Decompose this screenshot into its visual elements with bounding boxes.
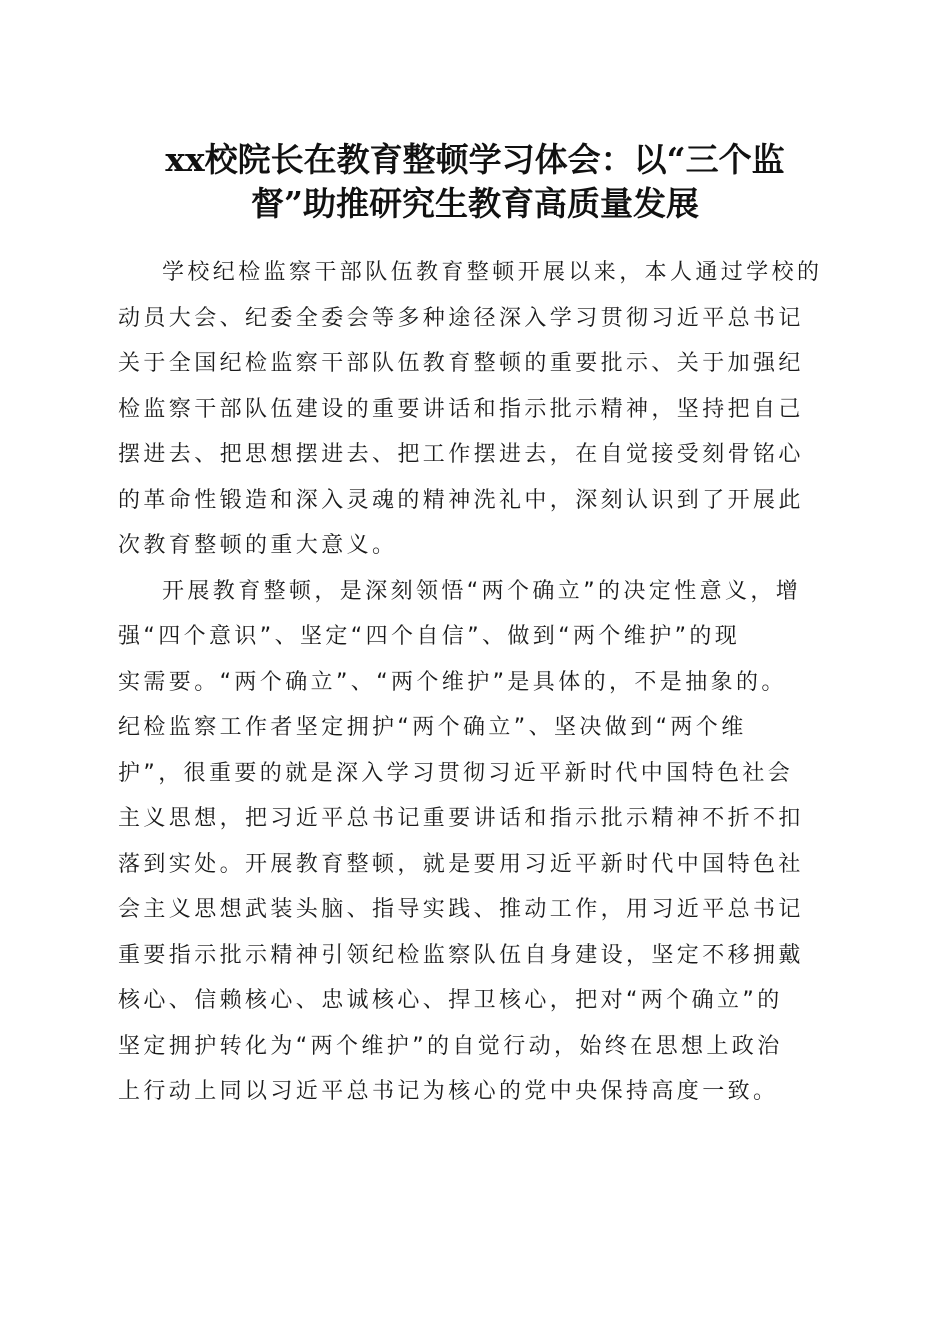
paragraph-line: 上行动上同以习近平总书记为核心的党中央保持高度一致。	[118, 1079, 779, 1104]
paragraph-line: 检监察干部队伍建设的重要讲话和指示批示精神，坚持把自己	[118, 396, 804, 422]
paragraph-line: 实需要。“两个确立”、“两个维护”是具体的，不是抽象的。	[118, 669, 787, 695]
paragraph-line: 学校纪检监察干部队伍教育整顿开展以来，本人通过学校的	[162, 260, 823, 285]
paragraph-line: 纪检监察工作者坚定拥护“两个确立”、坚决做到“两个维	[118, 715, 747, 740]
paragraph-1	[118, 250, 838, 569]
paragraph-line: 坚定拥护转化为“两个维护”的自觉行动，始终在思想上政治	[118, 1033, 783, 1059]
paragraph-line: 的革命性锻造和深入灵魂的精神洗礼中，深刻认识到了开展此	[118, 487, 804, 513]
paragraph-line: 次教育整顿的重大意义。	[118, 533, 398, 558]
title-line: xx校院长在教育整顿学习体会：以“三个监	[165, 140, 785, 179]
paragraph-line: 核心、信赖核心、忠诚核心、捍卫核心，把对“两个确立”的	[118, 988, 783, 1013]
paragraph-line: 重要指示批示精神引领纪检监察队伍自身建设，坚定不移拥戴	[118, 942, 804, 968]
document-title	[100, 138, 850, 226]
paragraph-line: 动员大会、纪委全委会等多种途径深入学习贯彻习近平总书记	[118, 305, 804, 331]
paragraph-line: 强“四个意识”、坚定“四个自信”、做到“两个维护”的现	[118, 624, 741, 649]
document-body	[118, 250, 838, 1115]
title-line: 督”助推研究生教育高质量发展	[251, 184, 699, 223]
paragraph-line: 护”，很重要的就是深入学习贯彻习近平新时代中国特色社会	[118, 760, 794, 786]
paragraph-line: 会主义思想武装头脑、指导实践、推动工作，用习近平总书记	[118, 897, 804, 922]
paragraph-line: 落到实处。开展教育整顿，就是要用习近平新时代中国特色社	[118, 851, 804, 877]
paragraph-line: 关于全国纪检监察干部队伍教育整顿的重要批示、关于加强纪	[118, 351, 804, 376]
paragraph-line: 摆进去、把思想摆进去、把工作摆进去，在自觉接受刻骨铭心	[118, 442, 804, 467]
paragraph-line: 开展教育整顿，是深刻领悟“两个确立”的决定性意义，增	[162, 578, 802, 604]
paragraph-2	[118, 569, 838, 1115]
paragraph-line: 主义思想，把习近平总书记重要讲话和指示批示精神不折不扣	[118, 806, 804, 831]
